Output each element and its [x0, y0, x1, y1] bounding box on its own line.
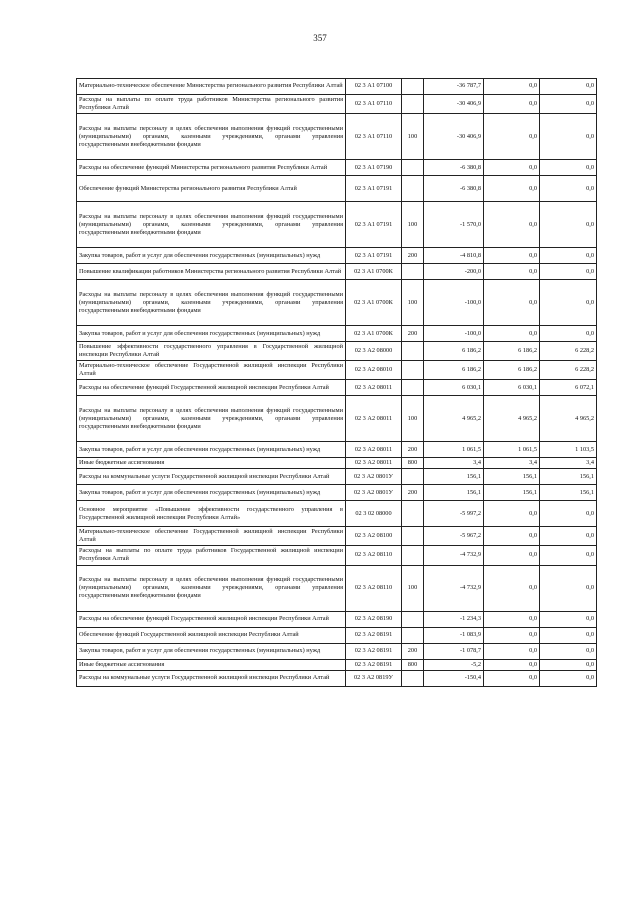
row-amount-3: 0,0 — [540, 176, 597, 202]
row-amount-1: 6 186,2 — [424, 342, 484, 361]
row-amount-2: 0,0 — [484, 248, 540, 264]
table-row — [77, 342, 597, 361]
row-amount-2: 0,0 — [484, 501, 540, 527]
row-expense-type — [402, 264, 424, 280]
row-amount-3: 0,0 — [540, 670, 597, 686]
row-code: 02 3 А2 08011 — [346, 442, 402, 458]
row-code: 02 3 А2 08011 — [346, 396, 402, 442]
row-amount-1: 6 030,1 — [424, 380, 484, 396]
row-amount-3: 4 965,2 — [540, 396, 597, 442]
row-expense-type: 200 — [402, 643, 424, 659]
row-amount-2: 0,0 — [484, 176, 540, 202]
row-amount-3: 6 072,1 — [540, 380, 597, 396]
row-amount-3: 0,0 — [540, 264, 597, 280]
row-code: 02 3 А2 08191 — [346, 643, 402, 659]
row-amount-2: 0,0 — [484, 160, 540, 176]
row-code: 02 3 А1 07100 — [346, 79, 402, 95]
row-amount-1: -5 997,2 — [424, 501, 484, 527]
budget-table — [76, 78, 597, 687]
row-name: Иные бюджетные ассигнования — [77, 458, 346, 469]
row-amount-1: -30 406,9 — [424, 114, 484, 160]
row-expense-type: 100 — [402, 565, 424, 611]
row-name: Расходы на выплаты по оплате труда работников Министерства регионального развития Республики Алтай — [77, 95, 346, 114]
row-expense-type — [402, 469, 424, 485]
table-row — [77, 458, 597, 469]
row-amount-3: 0,0 — [540, 95, 597, 114]
row-amount-1: 4 965,2 — [424, 396, 484, 442]
row-amount-1: -30 406,9 — [424, 95, 484, 114]
row-expense-type — [402, 176, 424, 202]
row-amount-2: 0,0 — [484, 670, 540, 686]
table-row — [77, 176, 597, 202]
row-amount-2: 0,0 — [484, 611, 540, 627]
row-expense-type: 200 — [402, 248, 424, 264]
row-code: 02 3 А2 0801У — [346, 485, 402, 501]
row-amount-1: -150,4 — [424, 670, 484, 686]
row-code: 02 3 А2 08110 — [346, 565, 402, 611]
row-amount-2: 156,1 — [484, 485, 540, 501]
row-amount-3: 0,0 — [540, 659, 597, 670]
row-name: Материально-техническое обеспечение Государственной жилищной инспекции Республики Алтай — [77, 361, 346, 380]
row-amount-1: 156,1 — [424, 485, 484, 501]
row-name: Повышение эффективности государственного управления в Государственной жилищной инспекции Республики Алтай — [77, 342, 346, 361]
row-amount-1: 3,4 — [424, 458, 484, 469]
table-row — [77, 501, 597, 527]
row-amount-2: 6 186,2 — [484, 361, 540, 380]
table-row — [77, 396, 597, 442]
row-name: Закупка товаров, работ и услуг для обеспечения государственных (муниципальных) нужд — [77, 248, 346, 264]
row-amount-3: 156,1 — [540, 469, 597, 485]
row-code: 02 3 02 08000 — [346, 501, 402, 527]
row-amount-3: 156,1 — [540, 485, 597, 501]
table-row — [77, 361, 597, 380]
row-amount-2: 0,0 — [484, 114, 540, 160]
row-code: 02 3 А1 0700К — [346, 280, 402, 326]
row-expense-type — [402, 670, 424, 686]
row-amount-1: -1 234,3 — [424, 611, 484, 627]
row-expense-type — [402, 79, 424, 95]
row-name: Иные бюджетные ассигнования — [77, 659, 346, 670]
row-amount-2: 0,0 — [484, 202, 540, 248]
row-amount-3: 0,0 — [540, 280, 597, 326]
row-amount-3: 1 103,5 — [540, 442, 597, 458]
row-expense-type — [402, 627, 424, 643]
row-name: Основное мероприятие «Повышение эффективности государственного управления в Государственной жилищной инспекции Республики Алтай» — [77, 501, 346, 527]
row-amount-3: 0,0 — [540, 627, 597, 643]
table-row — [77, 485, 597, 501]
row-amount-2: 0,0 — [484, 546, 540, 565]
row-code: 02 3 А2 08010 — [346, 361, 402, 380]
row-amount-2: 3,4 — [484, 458, 540, 469]
table-row — [77, 280, 597, 326]
row-amount-3: 6 228,2 — [540, 342, 597, 361]
row-code: 02 3 А2 08110 — [346, 546, 402, 565]
row-expense-type: 200 — [402, 442, 424, 458]
row-expense-type — [402, 611, 424, 627]
row-amount-2: 0,0 — [484, 95, 540, 114]
row-amount-3: 0,0 — [540, 160, 597, 176]
row-amount-1: 6 186,2 — [424, 361, 484, 380]
row-code: 02 3 А1 07191 — [346, 248, 402, 264]
row-code: 02 3 А2 08000 — [346, 342, 402, 361]
row-expense-type — [402, 546, 424, 565]
row-amount-1: -6 380,8 — [424, 176, 484, 202]
row-expense-type — [402, 95, 424, 114]
row-name: Закупка товаров, работ и услуг для обеспечения государственных (муниципальных) нужд — [77, 442, 346, 458]
table-row — [77, 469, 597, 485]
row-amount-1: -36 787,7 — [424, 79, 484, 95]
row-name: Закупка товаров, работ и услуг для обеспечения государственных (муниципальных) нужд — [77, 326, 346, 342]
row-amount-1: 1 061,5 — [424, 442, 484, 458]
table-row — [77, 160, 597, 176]
row-code: 02 3 А1 0700К — [346, 326, 402, 342]
row-amount-2: 0,0 — [484, 280, 540, 326]
row-code: 02 3 А1 07190 — [346, 160, 402, 176]
row-amount-3: 0,0 — [540, 527, 597, 546]
table-row — [77, 565, 597, 611]
row-expense-type: 200 — [402, 326, 424, 342]
row-code: 02 3 А2 08191 — [346, 659, 402, 670]
row-expense-type: 100 — [402, 202, 424, 248]
table-row — [77, 659, 597, 670]
row-amount-1: -1 570,0 — [424, 202, 484, 248]
row-amount-3: 6 228,2 — [540, 361, 597, 380]
row-expense-type — [402, 361, 424, 380]
row-expense-type: 800 — [402, 659, 424, 670]
table-row — [77, 95, 597, 114]
row-amount-2: 0,0 — [484, 659, 540, 670]
row-name: Расходы на выплаты персоналу в целях обеспечения выполнения функций государственными (муниципальными) органами, казенными учреждениями, органами управления государственными внебюджетными фондами — [77, 396, 346, 442]
row-name: Материально-техническое обеспечение Государственной жилищной инспекции Республики Алтай — [77, 527, 346, 546]
row-amount-1: -4 810,8 — [424, 248, 484, 264]
row-amount-2: 6 186,2 — [484, 342, 540, 361]
row-name: Расходы на обеспечение функций Государственной жилищной инспекции Республики Алтай — [77, 611, 346, 627]
row-name: Закупка товаров, работ и услуг для обеспечения государственных (муниципальных) нужд — [77, 643, 346, 659]
row-name: Обеспечение функций Министерства регионального развития Республики Алтай — [77, 176, 346, 202]
row-code: 02 3 А1 07110 — [346, 95, 402, 114]
row-code: 02 3 А1 07191 — [346, 202, 402, 248]
row-expense-type — [402, 501, 424, 527]
row-amount-3: 0,0 — [540, 326, 597, 342]
row-amount-2: 0,0 — [484, 527, 540, 546]
table-row — [77, 611, 597, 627]
row-amount-2: 6 030,1 — [484, 380, 540, 396]
row-code: 02 3 А2 08011 — [346, 458, 402, 469]
table-row — [77, 546, 597, 565]
table-row — [77, 248, 597, 264]
row-amount-3: 0,0 — [540, 114, 597, 160]
row-amount-3: 3,4 — [540, 458, 597, 469]
row-expense-type: 100 — [402, 396, 424, 442]
row-amount-3: 0,0 — [540, 501, 597, 527]
row-name: Закупка товаров, работ и услуг для обеспечения государственных (муниципальных) нужд — [77, 485, 346, 501]
row-code: 02 3 А2 08191 — [346, 627, 402, 643]
page-number: 357 — [313, 33, 327, 43]
table-row — [77, 326, 597, 342]
row-code: 02 3 А2 0819У — [346, 670, 402, 686]
row-amount-2: 0,0 — [484, 79, 540, 95]
row-amount-1: -5,2 — [424, 659, 484, 670]
row-expense-type — [402, 527, 424, 546]
row-name: Расходы на выплаты персоналу в целях обеспечения выполнения функций государственными (муниципальными) органами, казенными учреждениями, органами управления государственными внебюджетными фондами — [77, 565, 346, 611]
row-amount-2: 156,1 — [484, 469, 540, 485]
row-amount-3: 0,0 — [540, 248, 597, 264]
row-amount-2: 0,0 — [484, 565, 540, 611]
row-code: 02 3 А1 0700К — [346, 264, 402, 280]
row-code: 02 3 А2 0801У — [346, 469, 402, 485]
row-expense-type — [402, 380, 424, 396]
row-expense-type: 100 — [402, 280, 424, 326]
table-row — [77, 264, 597, 280]
row-name: Расходы на выплаты персоналу в целях обеспечения выполнения функций государственными (муниципальными) органами, казенными учреждениями, органами управления государственными внебюджетными фондами — [77, 114, 346, 160]
row-amount-2: 0,0 — [484, 264, 540, 280]
row-amount-1: -5 967,2 — [424, 527, 484, 546]
row-name: Расходы на коммунальные услуги Государственной жилищной инспекции Республики Алтай — [77, 469, 346, 485]
row-amount-1: -100,0 — [424, 326, 484, 342]
table-row — [77, 643, 597, 659]
row-amount-2: 0,0 — [484, 326, 540, 342]
row-amount-3: 0,0 — [540, 79, 597, 95]
row-amount-3: 0,0 — [540, 611, 597, 627]
row-amount-3: 0,0 — [540, 202, 597, 248]
table-row — [77, 527, 597, 546]
row-name: Расходы на выплаты персоналу в целях обеспечения выполнения функций государственными (муниципальными) органами, казенными учреждениями, органами управления государственными внебюджетными фондами — [77, 202, 346, 248]
row-amount-1: -100,0 — [424, 280, 484, 326]
row-code: 02 3 А2 08100 — [346, 527, 402, 546]
row-name: Расходы на выплаты персоналу в целях обеспечения выполнения функций государственными (муниципальными) органами, казенными учреждениями, органами управления государственными внебюджетными фондами — [77, 280, 346, 326]
table-row — [77, 380, 597, 396]
row-amount-1: -200,0 — [424, 264, 484, 280]
table-row — [77, 627, 597, 643]
row-amount-2: 1 061,5 — [484, 442, 540, 458]
row-amount-1: -4 732,9 — [424, 565, 484, 611]
table-row — [77, 670, 597, 686]
row-code: 02 3 А1 07110 — [346, 114, 402, 160]
row-expense-type: 100 — [402, 114, 424, 160]
row-expense-type: 200 — [402, 485, 424, 501]
row-amount-3: 0,0 — [540, 643, 597, 659]
row-code: 02 3 А1 07191 — [346, 176, 402, 202]
row-code: 02 3 А2 08011 — [346, 380, 402, 396]
row-name: Повышение квалификации работников Министерства регионального развития Республики Алтай — [77, 264, 346, 280]
row-amount-1: -1 083,9 — [424, 627, 484, 643]
row-name: Расходы на коммунальные услуги Государственной жилищной инспекции Республики Алтай — [77, 670, 346, 686]
row-amount-3: 0,0 — [540, 546, 597, 565]
table-row — [77, 202, 597, 248]
row-amount-2: 4 965,2 — [484, 396, 540, 442]
row-name: Расходы на обеспечение функций Государственной жилищной инспекции Республики Алтай — [77, 380, 346, 396]
row-amount-3: 0,0 — [540, 565, 597, 611]
row-expense-type — [402, 342, 424, 361]
row-amount-1: -1 078,7 — [424, 643, 484, 659]
row-expense-type: 800 — [402, 458, 424, 469]
row-amount-2: 0,0 — [484, 627, 540, 643]
table-row — [77, 442, 597, 458]
row-amount-1: -4 732,9 — [424, 546, 484, 565]
row-amount-1: -6 380,8 — [424, 160, 484, 176]
row-name: Расходы на выплаты по оплате труда работников Государственной жилищной инспекции Республики Алтай — [77, 546, 346, 565]
row-name: Расходы на обеспечение функций Министерства регионального развития Республики Алтай — [77, 160, 346, 176]
row-amount-1: 156,1 — [424, 469, 484, 485]
table-row — [77, 79, 597, 95]
row-name: Материально-техническое обеспечение Министерства регионального развития Республики Алтай — [77, 79, 346, 95]
row-expense-type — [402, 160, 424, 176]
row-code: 02 3 А2 08190 — [346, 611, 402, 627]
table-row — [77, 114, 597, 160]
row-name: Обеспечение функций Государственной жилищной инспекции Республики Алтай — [77, 627, 346, 643]
row-amount-2: 0,0 — [484, 643, 540, 659]
